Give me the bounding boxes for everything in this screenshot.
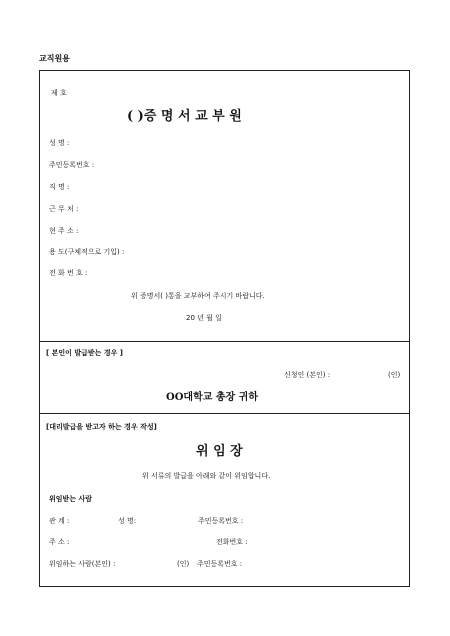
certificate-number-label: 제 호 (51, 89, 67, 97)
power-of-attorney-title: 위 임 장 (196, 444, 243, 459)
field-purpose-label: 용 도(구체적으로 기입) : (49, 248, 125, 256)
date-line: 20 년 월 일 (186, 314, 222, 322)
field-position-label: 직 명 : (49, 183, 70, 191)
recipient-id-label: 주민등록번호 : (198, 517, 244, 525)
section-divider-2 (39, 413, 410, 414)
delegator-label: 위임하는 사람(본인) : (49, 560, 116, 568)
certificate-title: ( )증 명 서 교 부 원 (127, 109, 242, 124)
form-type-label: 교직원용 (39, 54, 70, 63)
request-text: 위 증명서( )통을 교부하여 주시기 바랍니다. (131, 292, 265, 300)
relation-label: 관 계 : (49, 517, 70, 525)
application-form (39, 70, 410, 587)
field-workplace-label: 근 무 처 : (49, 205, 79, 213)
delegator-id-label: 주민등록번호 : (197, 560, 243, 568)
field-phone-label: 전 화 번 호 : (49, 269, 88, 277)
delegator-seal: (인) (177, 560, 190, 568)
field-name-label: 성 명 : (49, 139, 70, 147)
recipient-heading: 위임받는 사람 (49, 495, 93, 503)
addressee: OO대학교 총장 귀하 (166, 392, 259, 403)
field-address-label: 현 주 소 : (49, 227, 79, 235)
delegation-statement: 위 서류의 발급을 아래와 같이 위임합니다. (142, 472, 271, 480)
recipient-address-label: 주 소 : (49, 538, 70, 546)
recipient-name-label: 성 명: (118, 517, 137, 525)
self-issuance-heading: [ 본인이 발급받는 경우 ] (46, 349, 124, 357)
field-resident-number-label: 주민등록번호 : (49, 161, 95, 169)
applicant-seal: (인) (388, 371, 401, 379)
applicant-label: 신청인 (본인) : (284, 371, 331, 379)
recipient-phone-label: 전화번호 : (216, 538, 248, 546)
section-divider-1 (39, 341, 410, 342)
proxy-heading: [대리발급을 받고자 하는 경우 작성] (46, 423, 157, 431)
